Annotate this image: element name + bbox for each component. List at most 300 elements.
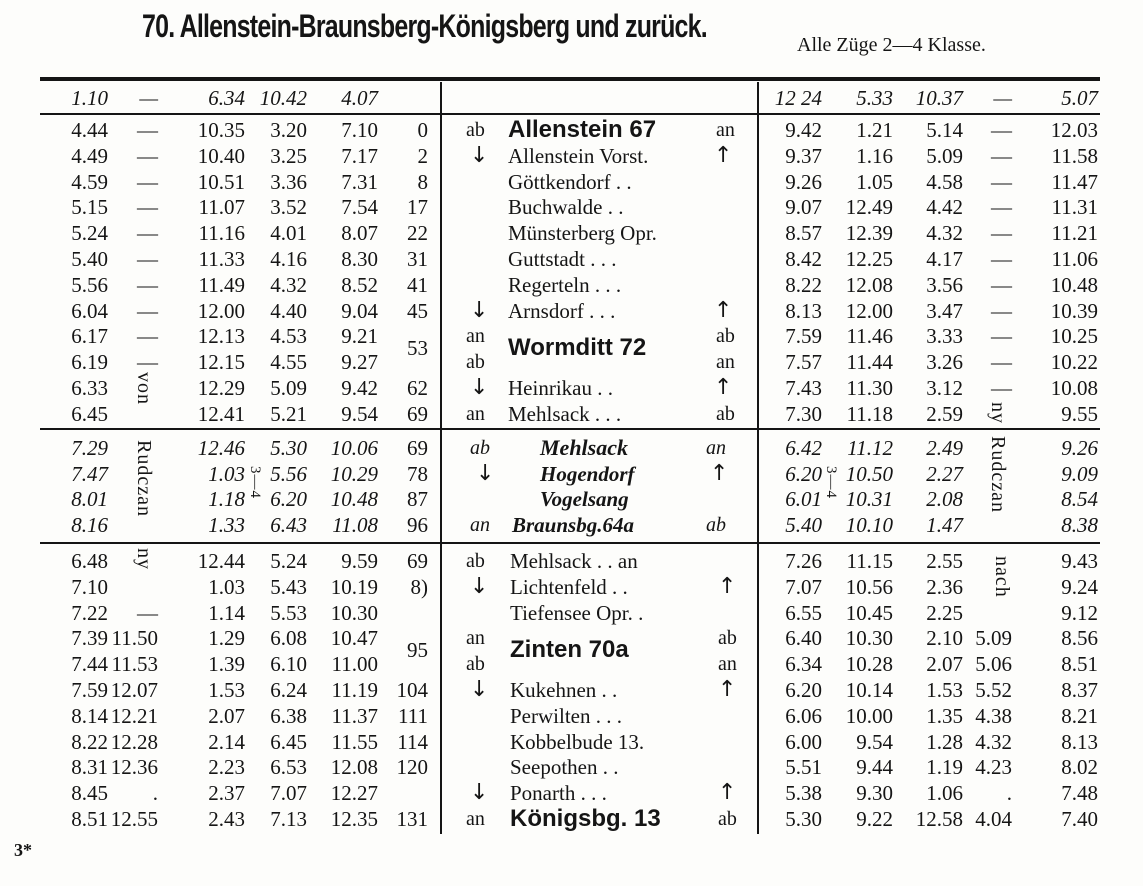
sec1-left-time: 10.51 xyxy=(197,169,245,194)
sec1-km: 8 xyxy=(417,169,428,194)
sec3-marker-an: an xyxy=(466,808,485,830)
sec1-right-time: 9.55 xyxy=(1061,401,1098,426)
sec1-left-time: 8.07 xyxy=(341,221,378,246)
sec1-marker-an: an xyxy=(716,119,735,141)
sec3-station: Lichtenfeld . . xyxy=(510,574,628,599)
sec3-right-time: 1.19 xyxy=(926,755,963,780)
sec3-right-time: 6.55 xyxy=(785,600,822,625)
sec1-left-time: — xyxy=(137,272,158,297)
sec1-left-time: 9.42 xyxy=(341,376,378,400)
sec3-left-time: 7.13 xyxy=(270,807,307,831)
sec1-left-time: 6.19 xyxy=(71,350,108,375)
sec1-right-time: 9.42 xyxy=(785,118,822,142)
sec3-right-time: 10.00 xyxy=(845,703,893,728)
label-rudczan-left: Rudczan xyxy=(133,440,155,517)
sec1-station: Allenstein Vorst. xyxy=(508,143,649,168)
sec3-right-time: 1.35 xyxy=(926,703,963,728)
sec1-left-time: 8.52 xyxy=(341,272,378,297)
sec3-right-time: 1.28 xyxy=(926,729,963,754)
sec1-left-time: 4.40 xyxy=(270,298,307,323)
arrow-up-icon: ↑ xyxy=(714,297,733,323)
sec2-left-time: 7.47 xyxy=(71,461,108,486)
arrow-down-icon: ↓ xyxy=(470,573,489,599)
sec1-right-time: 9.37 xyxy=(785,143,822,168)
sec3-km: 131 xyxy=(396,807,428,831)
sec3-km: 104 xyxy=(396,678,428,702)
sec2-station: Braunsbg.64a xyxy=(512,512,634,537)
sec1-right-time: 1.05 xyxy=(856,169,893,194)
sec3-right-time: 10.14 xyxy=(845,678,893,702)
sec1-left-time: 5.09 xyxy=(270,376,307,400)
sec3-left-time: 12.21 xyxy=(110,703,158,728)
sec3-left-time: 6.53 xyxy=(270,755,307,780)
sec3-left-time: 7.07 xyxy=(270,781,307,806)
sec1-left-time: 7.31 xyxy=(341,169,378,194)
sec3-right-time: 4.04 xyxy=(975,807,1012,831)
sec2-left-time: 8.01 xyxy=(71,487,108,511)
sec3-right-time: 2.36 xyxy=(926,574,963,599)
section-rule-1 xyxy=(40,428,1100,430)
sec2-marker-an: an xyxy=(706,437,726,459)
sec1-left-time: 12.13 xyxy=(197,324,245,349)
sec1-station: Regerteln . . . xyxy=(508,272,622,297)
sec2-km: 87 xyxy=(407,487,428,511)
sec3-left-time: 8.45 xyxy=(71,781,108,806)
sec1-right-time: 8.42 xyxy=(785,247,822,271)
sec3-right-time: 10.56 xyxy=(845,574,893,599)
sec1-right-time: 12.49 xyxy=(845,195,893,220)
sec1-right-time: 4.42 xyxy=(926,195,963,220)
sec3-left-time: 12.28 xyxy=(110,729,158,754)
sec3-right-time: 9.44 xyxy=(856,755,893,780)
sec2-left-time: 6.43 xyxy=(270,512,307,537)
sec2-left-time: 8.16 xyxy=(71,512,108,537)
sec1-right-time: 12.25 xyxy=(845,247,893,271)
sec3-left-time: . xyxy=(152,781,158,806)
timetable-subtitle: Alle Züge 2—4 Klasse. xyxy=(797,34,986,56)
sec1-right-time: 11.44 xyxy=(846,350,893,375)
sec1-right-time: 5.14 xyxy=(926,118,963,142)
section-rule-2 xyxy=(40,542,1100,544)
connection-right-time: 5.07 xyxy=(1061,86,1098,110)
sec3-left-time: 6.45 xyxy=(270,729,307,754)
sec1-right-time: 3.33 xyxy=(926,324,963,349)
sec3-marker-an: an xyxy=(466,627,485,650)
sec1-left-time: 6.33 xyxy=(71,376,108,400)
sec3-right-time: 9.22 xyxy=(856,807,893,831)
sec3-marker-an: an xyxy=(718,653,737,676)
sec1-left-time: 8.30 xyxy=(341,247,378,271)
sec3-left-time: 7.44 xyxy=(71,652,108,677)
sec3-left-time: 11.37 xyxy=(331,703,378,728)
sec3-right-time: 6.34 xyxy=(785,652,822,677)
sec1-km: 69 xyxy=(407,401,428,426)
sec3-right-time: 9.24 xyxy=(1061,574,1098,599)
sec3-right-time: 5.06 xyxy=(975,652,1012,677)
connection-left-time: 6.34 xyxy=(208,86,245,110)
sec2-right-time: 6.01 xyxy=(785,487,822,511)
sec1-marker-ab: ab xyxy=(716,325,735,348)
sec2-right-time: 6.42 xyxy=(785,436,822,460)
sec1-right-time: 8.57 xyxy=(785,221,822,246)
sec3-station: Kukehnen . . xyxy=(510,678,618,702)
sec1-left-time: 5.40 xyxy=(71,247,108,271)
sec3-left-time: 1.29 xyxy=(208,626,245,651)
sec3-left-time: 2.37 xyxy=(208,781,245,806)
sec3-right-time: 5.30 xyxy=(785,807,822,831)
sec1-km: 62 xyxy=(407,376,428,400)
sec1-left-time: — xyxy=(137,118,158,142)
sec1-right-time: 8.22 xyxy=(785,272,822,297)
sec1-right-time: 7.30 xyxy=(785,401,822,426)
sec3-marker-ab: ab xyxy=(466,550,485,572)
sec1-left-time: 4.16 xyxy=(270,247,307,271)
sec1-left-time: 3.52 xyxy=(270,195,307,220)
connection-left-time: — xyxy=(139,86,158,110)
arrow-down-icon: ↓ xyxy=(470,375,489,400)
sec3-right-time: 2.55 xyxy=(926,549,963,573)
label-ny-left: ny xyxy=(133,548,155,570)
sec3-left-time: 7.10 xyxy=(71,574,108,599)
sec1-station: Allenstein 67 xyxy=(508,116,657,143)
sec2-left-time: 11.08 xyxy=(332,512,378,537)
sec3-left-time: 12.08 xyxy=(330,755,378,780)
sec3-marker-ab: ab xyxy=(718,627,737,650)
sec3-left-time: 12.36 xyxy=(110,755,158,780)
sec1-right-time: — xyxy=(991,118,1012,142)
sec3-left-time: 6.38 xyxy=(270,703,307,728)
sec3-right-time: 10.45 xyxy=(845,600,893,625)
sec3-left-time: 12.27 xyxy=(330,781,378,806)
sec1-km: 45 xyxy=(407,298,428,323)
sec1-left-time: 7.10 xyxy=(341,118,378,142)
sec1-left-time: 4.49 xyxy=(71,143,108,168)
sec1-right-time: — xyxy=(991,143,1012,168)
sec2-km: 69 xyxy=(407,436,428,460)
sec1-marker-an: an xyxy=(716,351,735,374)
top-rule xyxy=(40,77,1100,81)
sec3-left-time: 10.30 xyxy=(330,600,378,625)
sec1-left-time: 10.40 xyxy=(197,143,245,168)
sec1-right-time: 10.48 xyxy=(1050,272,1098,297)
sec1-right-time: — xyxy=(991,272,1012,297)
connection-right-time: 12 24 xyxy=(774,86,822,110)
sec3-left-time: 7.22 xyxy=(71,600,108,625)
sec1-right-time: — xyxy=(991,350,1012,375)
sec1-right-time: 12.39 xyxy=(845,221,893,246)
label-rudczan-right: Rudczan xyxy=(987,436,1009,513)
sec3-right-time: 2.10 xyxy=(926,626,963,651)
sec1-right-time: 11.46 xyxy=(846,324,893,349)
sec1-right-time: 3.47 xyxy=(926,298,963,323)
sec3-left-time: 6.10 xyxy=(270,652,307,677)
sec3-left-time: 7.39 xyxy=(71,626,108,651)
sec1-right-time: 5.09 xyxy=(926,143,963,168)
label-nach: nach xyxy=(991,556,1013,598)
sec1-left-time: 4.53 xyxy=(270,324,307,349)
sec3-right-time: 7.07 xyxy=(785,574,822,599)
sec1-left-time: 5.24 xyxy=(71,221,108,246)
sec1-right-time: 11.31 xyxy=(1051,195,1098,220)
sec3-km: 120 xyxy=(396,755,428,780)
sec1-left-time: 4.55 xyxy=(270,350,307,375)
sec3-left-time: 1.03 xyxy=(208,574,245,599)
sec1-left-time: 11.49 xyxy=(198,272,245,297)
sec3-right-time: 7.26 xyxy=(785,549,822,573)
sec3-right-time: 7.48 xyxy=(1061,781,1098,806)
sec3-right-time: 8.56 xyxy=(1061,626,1098,651)
sec1-right-time: — xyxy=(991,324,1012,349)
sec3-right-time: 9.12 xyxy=(1061,600,1098,625)
sec1-left-time: 7.54 xyxy=(341,195,378,220)
sec1-right-time: 1.21 xyxy=(856,118,893,142)
sec3-left-time: 6.08 xyxy=(270,626,307,651)
sec3-right-time: 10.28 xyxy=(845,652,893,677)
sec1-right-time: — xyxy=(991,298,1012,323)
sec1-right-time: — xyxy=(991,221,1012,246)
sec2-right-time: 9.26 xyxy=(1061,436,1098,460)
sec1-right-time: 12.03 xyxy=(1050,118,1098,142)
sec3-left-time: 5.53 xyxy=(270,600,307,625)
sec2-left-time: 5.56 xyxy=(270,461,307,486)
sec1-right-time: 11.30 xyxy=(846,376,893,400)
sec3-left-time: 11.55 xyxy=(331,729,378,754)
sec3-station: Königsbg. 13 xyxy=(510,805,661,832)
connection-left-time: 4.07 xyxy=(341,86,378,110)
sec1-right-time: 9.07 xyxy=(785,195,822,220)
sec2-right-time: 9.09 xyxy=(1061,461,1098,486)
sec1-km: 17 xyxy=(407,195,428,220)
sec3-left-time: 11.53 xyxy=(111,652,158,677)
sec3-left-time: 7.59 xyxy=(71,678,108,702)
sec3-right-time: 8.51 xyxy=(1061,652,1098,677)
arrow-down-icon: ↓ xyxy=(470,142,489,168)
sec2-station: Hogendorf xyxy=(540,461,635,486)
sec1-right-time: 12.08 xyxy=(845,272,893,297)
sec3-left-time: 11.00 xyxy=(331,652,378,677)
sec1-marker-ab: ab xyxy=(716,402,735,425)
sec1-right-time: 3.26 xyxy=(926,350,963,375)
sec1-left-time: 9.27 xyxy=(341,350,378,375)
sec1-right-time: 1.16 xyxy=(856,143,893,168)
sec1-km: 2 xyxy=(417,143,428,168)
sec3-left-time: 8.31 xyxy=(71,755,108,780)
sec1-left-time: — xyxy=(137,143,158,168)
label-ny-right: ny xyxy=(987,402,1009,424)
sec1-left-time: 3.25 xyxy=(270,143,307,168)
sec3-left-time: 10.19 xyxy=(330,574,378,599)
sec2-left-time: 7.29 xyxy=(71,436,108,460)
sec1-left-time: 12.00 xyxy=(197,298,245,323)
sec3-left-time: 2.43 xyxy=(208,807,245,831)
sec1-left-time: 6.45 xyxy=(71,401,108,426)
sec1-right-time: 4.17 xyxy=(926,247,963,271)
sec1-marker-ab: ab xyxy=(466,351,485,374)
sec3-left-time: 12.07 xyxy=(110,678,158,702)
divider-left-station xyxy=(440,82,442,834)
sec1-left-time: 11.33 xyxy=(198,247,245,271)
arrow-up-icon: ↑ xyxy=(718,780,737,806)
sec1-left-time: 9.21 xyxy=(341,324,378,349)
sec1-right-time: 11.21 xyxy=(1051,221,1098,246)
sec3-left-time: 12.55 xyxy=(110,807,158,831)
sec3-km: 95 xyxy=(407,638,428,663)
sec3-right-time: 6.00 xyxy=(785,729,822,754)
sec2-right-time: 8.38 xyxy=(1061,512,1098,537)
sec3-right-time: 5.51 xyxy=(785,755,822,780)
arrow-up-icon: ↑ xyxy=(710,460,729,486)
sec1-km: 22 xyxy=(407,221,428,246)
sec2-right-time: 5.40 xyxy=(785,512,822,537)
sec3-left-time: 6.24 xyxy=(270,678,307,702)
sec1-left-time: 11.16 xyxy=(198,221,245,246)
sec2-right-time: 6.20 xyxy=(785,461,822,486)
sec1-left-time: 12.29 xyxy=(197,376,245,400)
sec2-right-time: 10.31 xyxy=(845,487,893,511)
sec1-right-time: 10.22 xyxy=(1050,350,1098,375)
sec3-right-time: 1.06 xyxy=(926,781,963,806)
sec1-left-time: — xyxy=(137,298,158,323)
sec1-right-time: — xyxy=(991,247,1012,271)
sec2-left-time: 10.29 xyxy=(330,461,378,486)
label-von: von xyxy=(133,372,155,405)
sec1-left-time: 4.44 xyxy=(71,118,108,142)
sec2-left-time: 12.46 xyxy=(197,436,245,460)
sec1-left-time: 12.15 xyxy=(197,350,245,375)
label-class-right: 3—4 xyxy=(823,466,839,499)
sec3-left-time: 11.19 xyxy=(331,678,378,702)
sec1-right-time: 4.58 xyxy=(926,169,963,194)
arrow-down-icon: ↓ xyxy=(476,460,495,486)
sec3-right-time: . xyxy=(1006,781,1012,806)
arrow-down-icon: ↓ xyxy=(470,780,489,806)
sec3-right-time: 4.32 xyxy=(975,729,1012,754)
sec3-right-time: 5.52 xyxy=(975,678,1012,702)
timetable-header xyxy=(142,8,986,56)
sec1-right-time: 11.18 xyxy=(846,401,893,426)
sec1-station: Münsterberg Opr. xyxy=(508,221,657,246)
sec1-right-time: 11.47 xyxy=(1051,169,1098,194)
sec3-left-time: 8.22 xyxy=(71,729,108,754)
sec3-left-time: 2.07 xyxy=(208,703,245,728)
sec1-km: 41 xyxy=(407,272,428,297)
sec3-left-time: 12.44 xyxy=(197,549,245,573)
sec1-station: Göttkendorf . . xyxy=(508,169,632,194)
sec2-right-time: 2.27 xyxy=(926,461,963,486)
sec3-right-time: 5.09 xyxy=(975,626,1012,651)
sec1-left-time: 9.54 xyxy=(341,401,378,426)
sec3-right-time: 9.54 xyxy=(856,729,893,754)
sec1-left-time: 6.04 xyxy=(71,298,108,323)
sec1-left-time: — xyxy=(137,350,158,375)
sec3-km: 8) xyxy=(410,574,428,599)
sec1-right-time: 7.59 xyxy=(785,324,822,349)
sec3-left-time: 1.14 xyxy=(208,600,245,625)
sec2-km: 78 xyxy=(407,461,428,486)
sec1-right-time: 10.25 xyxy=(1050,324,1098,349)
sec3-left-time: 6.48 xyxy=(71,549,108,573)
sec3-right-time: 4.23 xyxy=(975,755,1012,780)
arrow-up-icon: ↑ xyxy=(718,573,737,599)
sec3-right-time: 9.43 xyxy=(1061,549,1098,573)
arrow-up-icon: ↑ xyxy=(714,142,733,168)
connection-left-time: 10.42 xyxy=(259,86,307,110)
sec1-right-time: 11.06 xyxy=(1051,247,1098,271)
arrow-down-icon: ↓ xyxy=(470,677,489,702)
sec3-left-time: 12.35 xyxy=(330,807,378,831)
header-rule xyxy=(40,113,1100,115)
sec1-right-time: 12.00 xyxy=(845,298,893,323)
sec3-station: Mehlsack . . an xyxy=(510,549,638,573)
sec3-station: Zinten 70a xyxy=(510,636,629,664)
sec1-marker-an: an xyxy=(466,402,485,425)
sec1-right-time: — xyxy=(991,376,1012,400)
sec1-km: 31 xyxy=(407,247,428,271)
sec3-right-time: 9.30 xyxy=(856,781,893,806)
sec3-station: Kobbelbude 13. xyxy=(510,729,645,754)
sec1-km: 53 xyxy=(407,336,428,361)
sec2-left-time: 10.48 xyxy=(330,487,378,511)
sec2-marker-ab: ab xyxy=(470,437,490,459)
sec3-station: Perwilten . . . xyxy=(510,703,622,728)
sec1-left-time: — xyxy=(137,324,158,349)
arrow-up-icon: ↑ xyxy=(718,677,737,702)
sec1-left-time: 5.21 xyxy=(270,401,307,426)
sec2-right-time: 1.47 xyxy=(926,512,963,537)
sec3-station: Tiefensee Opr. . xyxy=(510,600,644,625)
sec3-right-time: 8.37 xyxy=(1061,678,1098,702)
sec3-right-time: 7.40 xyxy=(1061,807,1098,831)
connection-right-time: 5.33 xyxy=(856,86,893,110)
sec2-right-time: 11.12 xyxy=(847,436,893,460)
sec1-left-time: 4.32 xyxy=(270,272,307,297)
sec2-right-time: 8.54 xyxy=(1061,487,1098,511)
sec3-left-time: — xyxy=(137,600,158,625)
sec3-right-time: 4.38 xyxy=(975,703,1012,728)
sec1-km: 0 xyxy=(417,118,428,142)
sec3-km: 111 xyxy=(398,703,428,728)
sec3-km: 69 xyxy=(407,549,428,573)
label-class-left: 3—4 xyxy=(247,466,263,499)
sec1-left-time: 3.36 xyxy=(270,169,307,194)
sec2-marker-an: an xyxy=(470,513,490,536)
sec1-right-time: 4.32 xyxy=(926,221,963,246)
sec3-right-time: 8.02 xyxy=(1061,755,1098,780)
sec1-left-time: 5.56 xyxy=(71,272,108,297)
sec1-left-time: 10.35 xyxy=(197,118,245,142)
sec1-marker-an: an xyxy=(466,325,485,348)
arrow-down-icon: ↓ xyxy=(470,297,489,323)
sec3-right-time: 11.15 xyxy=(846,549,893,573)
sec1-station: Wormditt 72 xyxy=(508,334,647,362)
sec2-right-time: 10.10 xyxy=(845,512,893,537)
sec1-left-time: 3.20 xyxy=(270,118,307,142)
sec1-right-time: — xyxy=(991,169,1012,194)
sec2-left-time: 6.20 xyxy=(270,487,307,511)
sec3-right-time: 10.30 xyxy=(845,626,893,651)
sec1-station: Arnsdorf . . . xyxy=(508,298,616,323)
sec1-station: Buchwalde . . xyxy=(508,195,624,220)
sec3-right-time: 8.21 xyxy=(1061,703,1098,728)
sec3-left-time: 5.43 xyxy=(270,574,307,599)
sec2-km: 96 xyxy=(407,512,428,537)
sec3-left-time: 8.51 xyxy=(71,807,108,831)
sec3-left-time: 2.14 xyxy=(208,729,245,754)
sec3-left-time: 5.24 xyxy=(270,549,307,573)
arrow-up-icon: ↑ xyxy=(714,375,733,400)
sec1-right-time: 9.26 xyxy=(785,169,822,194)
sec1-right-time: — xyxy=(991,195,1012,220)
